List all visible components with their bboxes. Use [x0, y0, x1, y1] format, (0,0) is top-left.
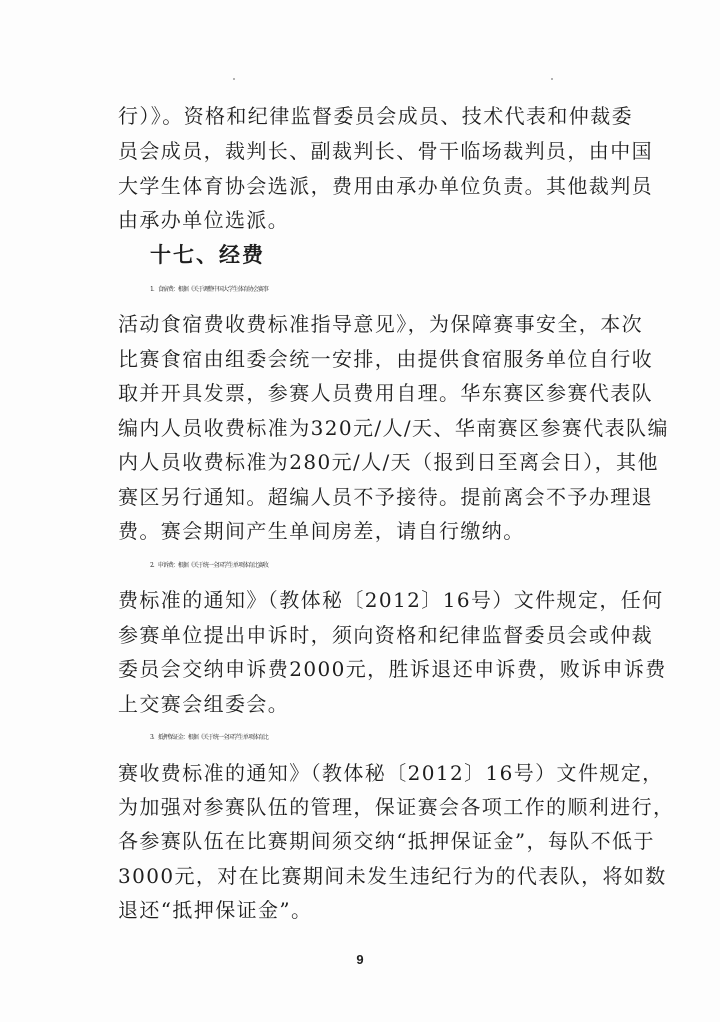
paragraph-line: 内人员收费标准为280元/人/天（报到日至离会日），其他	[118, 450, 659, 474]
paragraph-line: 1．食宿费：根据《关于调整中国大学生体育协会赛事	[150, 286, 268, 293]
paragraph-line: 赛区另行通知。超编人员不予接待。提前离会不予办理退	[118, 485, 653, 509]
paragraph-line: 由承办单位选派。	[118, 208, 290, 232]
paragraph-line: 3000元，对在比赛期间未发生违纪行为的代表队，将如数	[118, 864, 667, 888]
paragraph-line: 大学生体育协会选派，费用由承办单位负责。其他裁判员	[118, 174, 653, 198]
paragraph-line: 退还“抵押保证金”。	[118, 898, 313, 922]
paragraph-line: 参赛单位提出申诉时，须向资格和纪律监督委员会或仲裁	[118, 623, 653, 647]
paragraph-line: 3．抵押保证金：根据《关于统一全国学生单项体育比	[150, 734, 268, 741]
paragraph-line: 委员会交纳申诉费2000元，胜诉退还申诉费，败诉申诉费	[118, 657, 667, 681]
paragraph-line: 取并开具发票，参赛人员费用自理。华东赛区参赛代表队	[118, 381, 653, 405]
paragraph-line: 行）》。资格和纪律监督委员会成员、技术代表和仲裁委	[118, 104, 633, 128]
paragraph-line: 编内人员收费标准为320元/人/天、华南赛区参赛代表队编	[118, 416, 669, 440]
scan-speck	[551, 78, 553, 80]
section-heading: 十七、经费	[150, 243, 265, 267]
paragraph-line: 为加强对参赛队伍的管理，保证赛会各项工作的顺利进行，	[118, 795, 675, 819]
paragraph-line: 各参赛队伍在比赛期间须交纳“抵押保证金”，每队不低于	[118, 829, 655, 853]
paragraph-line: 比赛食宿由组委会统一安排，由提供食宿服务单位自行收	[118, 347, 653, 371]
paragraph-line: 费。赛会期间产生单间房差，请自行缴纳。	[118, 519, 525, 543]
page-number: 9	[356, 952, 364, 967]
scan-speck	[233, 78, 235, 80]
paragraph-line: 费标准的通知》（教体秘〔2012〕16号）文件规定，任何	[118, 588, 664, 612]
paragraph-line: 员会成员，裁判长、副裁判长、骨干临场裁判员，由中国	[118, 139, 653, 163]
paragraph-line: 活动食宿费收费标准指导意见》，为保障赛事安全，本次	[118, 312, 643, 336]
paragraph-line: 赛收费标准的通知》（教体秘〔2012〕16号）文件规定，	[118, 761, 664, 785]
paragraph-line: 2．申诉费：根据《关于统一全国学生单项体育比赛收	[150, 562, 268, 569]
paragraph-line: 上交赛会组委会。	[118, 692, 290, 716]
